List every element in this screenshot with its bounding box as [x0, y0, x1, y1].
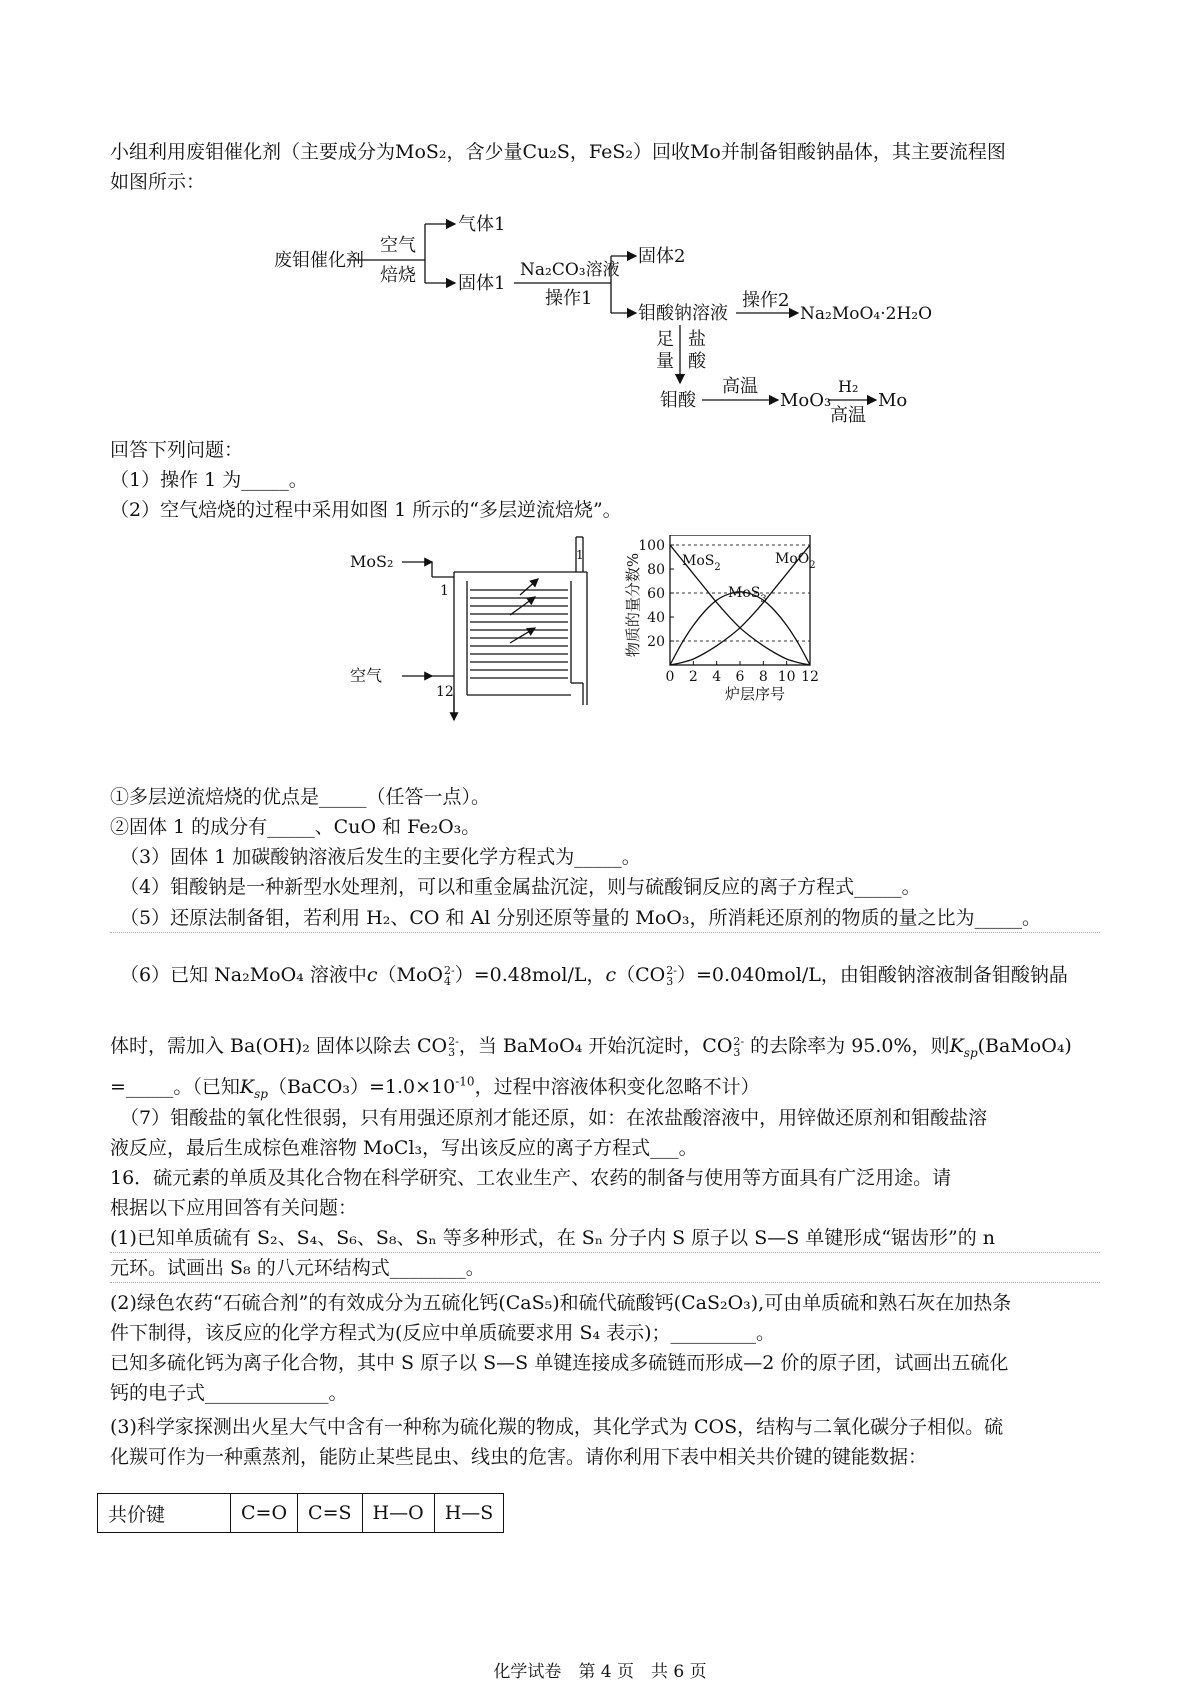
question-16-2-line-3: 已知多硫化钙为离子化合物，其中 S 原子以 S—S 单键连接成多硫链而形成—2 价的原子团，试画出五硫化: [110, 1352, 1009, 1374]
table-header-cell: 共价键: [98, 1494, 231, 1533]
flow-gas1: 气体1: [458, 214, 506, 235]
flow-high-temp-1: 高温: [722, 376, 758, 397]
divider: [110, 1252, 1100, 1253]
x-tick-label: 2: [688, 669, 698, 685]
intro-line-2: 如图所示：: [110, 171, 206, 193]
x-tick-label: 8: [758, 669, 768, 685]
y-tick-label: 100: [638, 538, 665, 554]
y-tick-label: 60: [647, 586, 665, 602]
question-16-2-line-2: 件下制得，该反应的化学方程式为(反应中单质硫要求用 S₄ 表示)；_________。: [110, 1322, 776, 1344]
question-6-line-3: =_____。（已知$K_{sp}(BaCO_3)=1.0\times 10^{-10}$，过程中溶液体积变化忽略不计）: [110, 1074, 760, 1101]
question-16-3-line-2: 化羰可作为一种熏蒸剂，能防止某些昆虫、线虫的危害。请你利用下表中相关共价键的键能数据：: [110, 1446, 928, 1468]
flow-molybdic-acid: 钼酸: [660, 390, 696, 411]
question-16-3-line-1: (3)科学家探测出火星大气中含有一种称为硫化羰的物成，其化学式为 COS，结构与二氧化碳分子相似。硫: [110, 1416, 1004, 1438]
answer-prompt: 回答下列问题：: [110, 439, 244, 461]
flow-moo3: MoO₃: [780, 390, 832, 411]
question-3: （3）固体 1 加碳酸钠溶液后发生的主要化学方程式为_____。: [120, 846, 641, 868]
furnace-top-mark: 1: [576, 548, 584, 562]
flow-molybdate-solution: 钼酸钠溶液: [638, 303, 728, 324]
question-16-line-1: 16．硫元素的单质及其化合物在科学研究、工农业生产、农药的制备与使用等方面具有广泛用途。请: [110, 1167, 952, 1189]
x-tick-label: 0: [665, 669, 675, 685]
y-tick-label: 40: [647, 610, 665, 626]
x-tick-label: 12: [801, 669, 819, 685]
x-tick-label: 10: [777, 669, 796, 685]
question-4: （4）钼酸钠是一种新型水处理剂，可以和重金属盐沉淀，则与硫酸铜反应的离子方程式_____。: [120, 876, 921, 898]
flow-roast: 焙烧: [380, 265, 416, 286]
flow-op2: 操作2: [742, 290, 790, 311]
flow-na2co3: Na₂CO₃溶液: [520, 260, 620, 280]
flow-solid2: 固体2: [638, 246, 686, 267]
flow-mo: Mo: [878, 390, 908, 411]
divider: [110, 1282, 1100, 1283]
series-label: MoS$_2$: [682, 553, 721, 573]
question-16-2-line-4: 钙的电子式_____________。: [110, 1382, 348, 1404]
table-row: [98, 1494, 504, 1533]
question-1: （1）操作 1 为_____。: [110, 469, 308, 491]
flow-hcl: 盐酸: [688, 329, 706, 372]
bond-energy-table: [97, 1493, 504, 1533]
question-6-line-1: （6）已知 Na₂MoO₄ 溶液中c（MoO 2- 4 ）=0.48mol/L，c（CO 2- 3 ）=0.040mol/L，由钼酸钠溶液制备钼酸钠晶: [120, 964, 1068, 988]
x-tick-label: 4: [712, 669, 722, 685]
intro-line-1: 小组利用废钼催化剂（主要成分为MoS₂，含少量Cu₂S，FeS₂）回收Mo并制备钼酸钠晶体，其主要流程图: [110, 141, 1006, 163]
question-16-1-line-1: (1)已知单质硫有 S₂、S₄、S₆、S₈、Sₙ 等多种形式，在 Sₙ 分子内 S 原子以 S—S 单键形成“锯齿形”的 n: [110, 1227, 995, 1249]
series-label: MoO$_2$: [775, 551, 816, 571]
question-7-line-2: 液反应，最后生成棕色难溶物 MoCl₃，写出该反应的离子方程式___。: [110, 1137, 698, 1159]
divider: [110, 932, 1100, 933]
question-5: （5）还原法制备钼，若利用 H₂、CO 和 Al 分别还原等量的 MoO₃，所消耗还原剂的物质的量之比为_____。: [120, 907, 1041, 929]
question-16-line-2: 根据以下应用回答有关问题：: [110, 1197, 358, 1219]
question-16-1-line-2: 元环。试画出 S₈ 的八元环结构式________。: [110, 1257, 485, 1279]
mole-fraction-chart: [620, 535, 860, 765]
flow-enough: 足量: [656, 329, 674, 372]
flow-start: 废钼催化剂: [274, 250, 364, 271]
flow-high-temp-2: 高温: [830, 405, 866, 426]
flow-solid1: 固体1: [458, 273, 506, 294]
series-label: MoS$_3$: [728, 585, 767, 605]
y-axis-label: 物质的量分数%: [624, 552, 642, 658]
table-cell: H—O: [362, 1494, 434, 1533]
furnace-layer-1: 1: [440, 583, 449, 599]
flow-air: 空气: [380, 235, 416, 256]
table-cell: H—S: [434, 1494, 504, 1533]
page-footer: 化学试卷 第 4 页 共 6 页: [493, 1662, 707, 1682]
x-tick-label: 6: [735, 669, 745, 685]
furnace-mos2: MoS₂: [350, 552, 394, 571]
flow-h2: H₂: [838, 377, 859, 396]
furnace-layer-12: 12: [436, 684, 454, 700]
question-2-2: ②固体 1 的成分有_____、CuO 和 Fe₂O₃。: [110, 816, 481, 838]
flow-op1: 操作1: [545, 288, 593, 309]
question-6-line-2: 体时，需加入 Ba(OH)₂ 固体以除去 CO 2- 3 ，当 BaMoO₄ 开始沉淀时，CO 2- 3 的去除率为 95.0%，则$K_{sp}(BaMoO_4)$: [110, 1035, 1072, 1060]
x-axis-label: 炉层序号: [724, 685, 786, 703]
furnace-diagram: [350, 535, 610, 725]
y-tick-label: 20: [647, 634, 665, 650]
table-cell: C=S: [298, 1494, 362, 1533]
process-flow-diagram: [0, 0, 1200, 440]
y-tick-label: 80: [647, 562, 665, 578]
question-2: （2）空气焙烧的过程中采用如图 1 所示的“多层逆流焙烧”。: [110, 499, 622, 521]
table-cell: C=O: [231, 1494, 298, 1533]
question-7-line-1: （7）钼酸盐的氧化性很弱，只有用强还原剂才能还原，如：在浓盐酸溶液中，用锌做还原剂和钼酸盐溶: [120, 1107, 988, 1129]
flow-product: Na₂MoO₄·2H₂O: [800, 304, 933, 324]
furnace-air: 空气: [350, 666, 383, 685]
question-2-1: ①多层逆流焙烧的优点是_____（任答一点）。: [110, 786, 491, 808]
question-16-2-line-1: (2)绿色农药“石硫合剂”的有效成分为五硫化钙(CaS₅)和硫代硫酸钙(CaS₂O₃),可由单质硫和熟石灰在加热条: [110, 1292, 1012, 1314]
